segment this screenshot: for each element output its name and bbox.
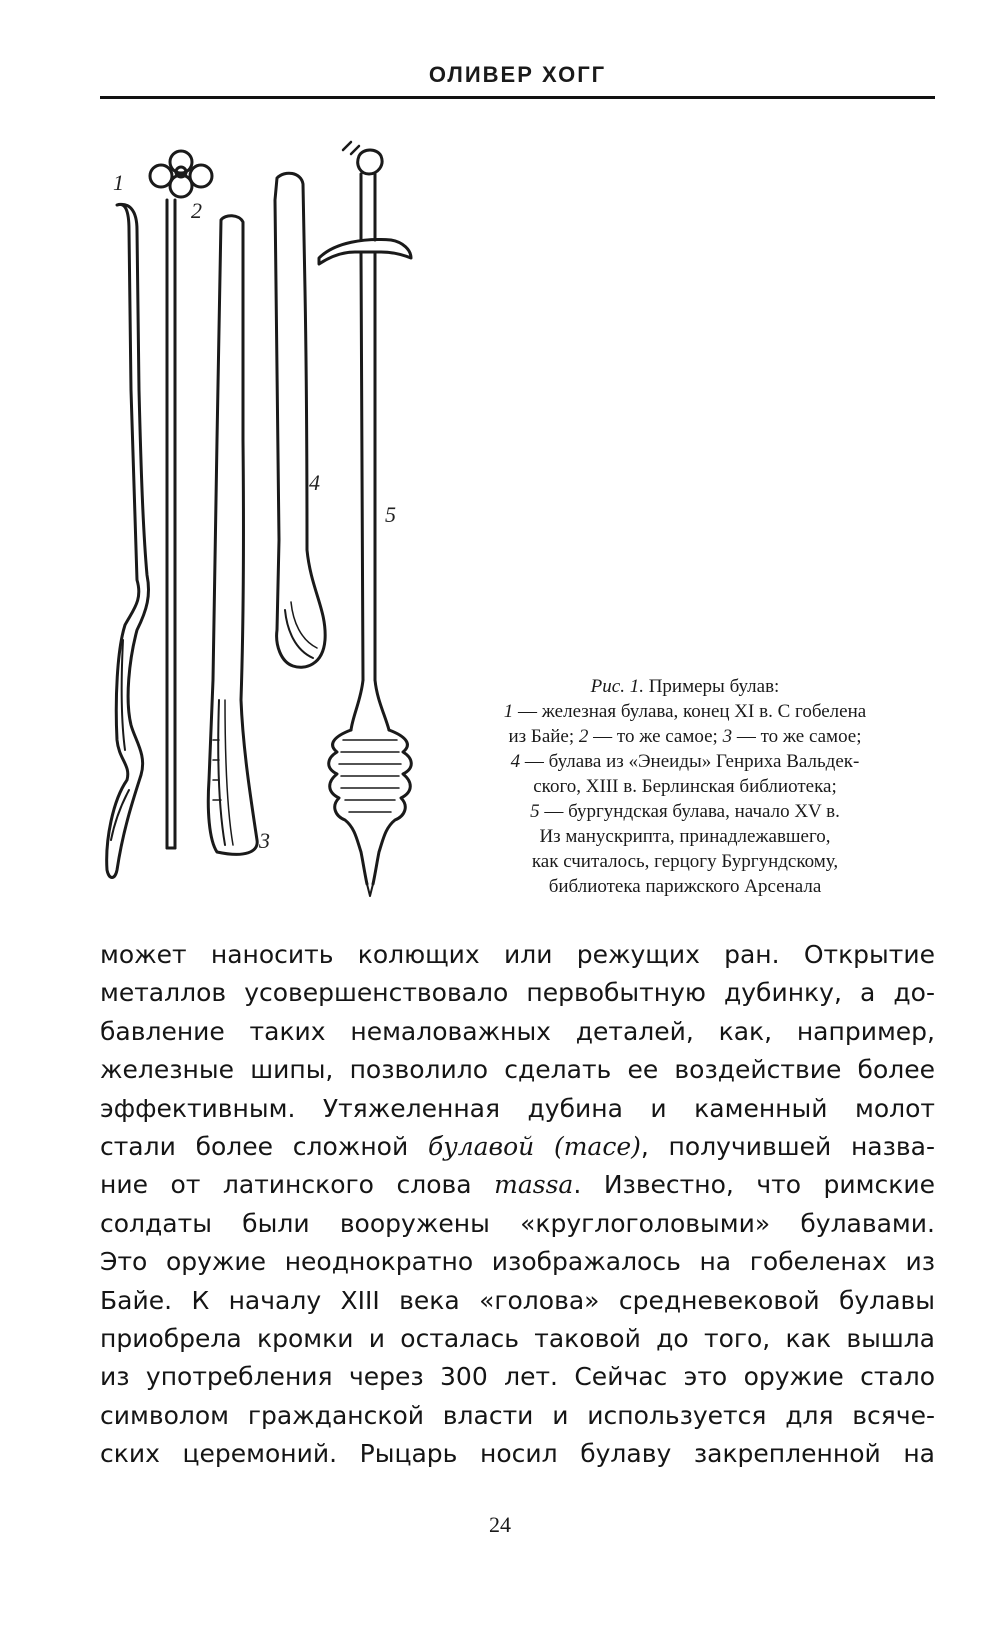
body-line [100,1128,935,1166]
body-paragraph [100,936,935,1473]
body-line: металлов усовершенствовало первобытную дубинку, а до- [100,978,935,1008]
body-text-run: . Известно, что римские [573,1170,936,1200]
header-rule [100,96,935,99]
page-number: 24 [489,1512,511,1537]
figure-label-3: 3 [259,828,270,853]
running-head-title: ОЛИВЕР ХОГГ [428,62,607,87]
caption-item-number: 4 [510,751,521,772]
mace-illustration [95,140,425,910]
caption-item-number: 3 [722,726,733,747]
body-line: ских церемоний. Рыцарь носил булаву закрепленной на [100,1439,935,1469]
caption-figure-ref: Рис. 1. [590,676,644,697]
body-line: приобрела кромки и осталась таковой до того, как вышла [100,1323,935,1353]
caption-item-number: 5 [530,801,540,822]
mace-figure [95,140,425,910]
figure-label-5: 5 [385,502,396,527]
caption-line [425,724,945,749]
body-line [100,1166,935,1204]
caption-line: ского, XIII в. Берлинская библиотека; [533,776,837,797]
caption-title-text: Примеры булав: [643,676,780,697]
caption-line [425,799,945,824]
body-line: солдаты были вооружены «круглоголовыми» булавами. [100,1208,935,1238]
body-text-run: ние от латинского слова [100,1170,495,1200]
caption-line-text: из Байе; [508,726,579,747]
caption-item-number: 1 [503,701,514,722]
body-line: Байе. К началу XIII века «голова» средневековой булавы [100,1285,935,1315]
caption-item-number: 2 [578,726,589,747]
caption-line-text: — булава из «Энеиды» Генриха Вальдек- [520,751,860,772]
figure-label-4: 4 [309,470,320,495]
caption-line-text: — то же самое; [588,726,723,747]
caption-line-text: — то же самое; [732,726,862,747]
body-line: железные шипы, позволило сделать ее воздействие более [100,1055,935,1085]
body-text-run: , получившей назва- [640,1131,935,1161]
caption-line [425,749,945,774]
mace-1-bayeux-iron-icon [107,204,149,877]
mace-4-eneide-icon [275,173,325,667]
caption-title [425,674,945,699]
figure-label-2: 2 [191,198,202,223]
mace-5-burgundian-icon [319,142,411,896]
body-text-run: стали более сложной [100,1131,428,1161]
caption-line: как считалось, герцогу Бургундскому, [531,851,839,872]
mace-2-bayeux-icon [150,151,212,848]
body-line: Это оружие неоднократно изображалось на гобеленах из [100,1247,935,1277]
caption-line: библиотека парижского Арсенала [548,876,822,897]
figure-caption [425,674,945,899]
body-italic-term: булавой (mace) [427,1131,641,1161]
body-line: бавление таких немаловажных деталей, как, например, [100,1016,935,1046]
body-line: из употребления через 300 лет. Сейчас это оружие стало [100,1362,935,1392]
caption-line [425,699,945,724]
body-line: может наносить колющих или режущих ран. Открытие [100,940,935,969]
mace-3-bayeux-icon [208,216,257,855]
caption-line: Из манускрипта, принадлежавшего, [539,826,831,847]
body-line: символом гражданской власти и используется для всяче- [100,1400,935,1430]
caption-line-text: — железная булава, конец XI в. С гобелена [513,701,867,722]
caption-line-text: — бургундская булава, начало XV в. [539,801,840,822]
body-line: эффективным. Утяжеленная дубина и каменный молот [100,1093,935,1123]
figure-label-1: 1 [113,170,124,195]
body-italic-term: massa [494,1170,574,1200]
